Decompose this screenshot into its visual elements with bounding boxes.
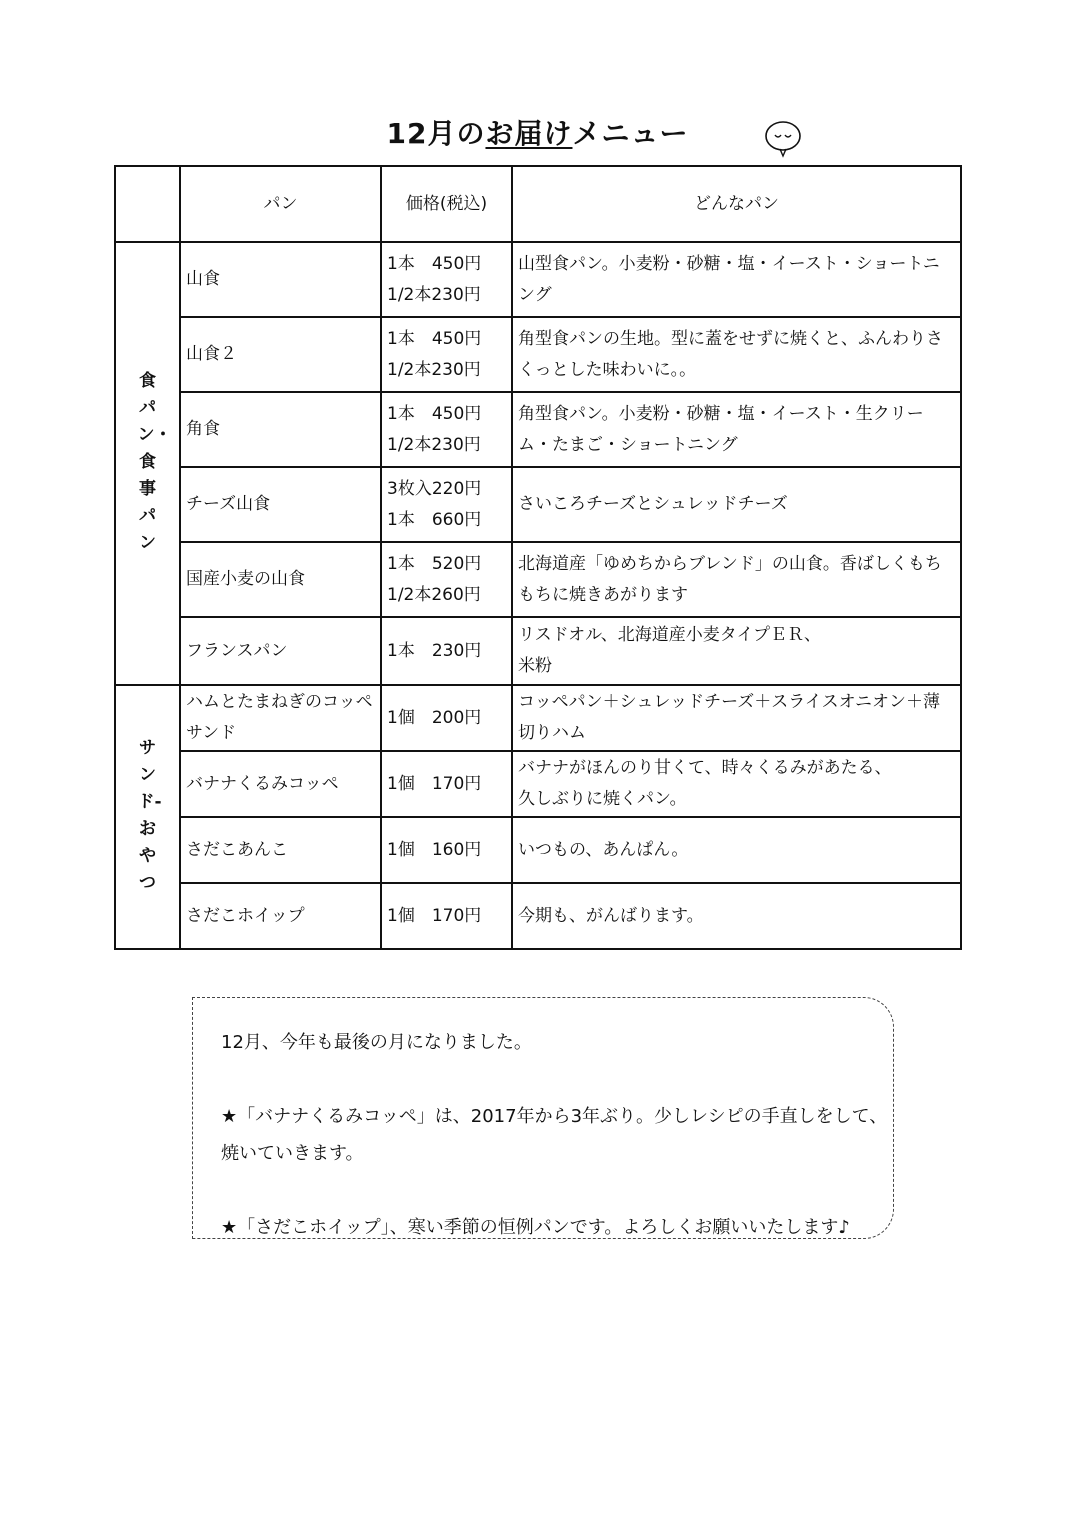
bread-price: 1個 170円 xyxy=(381,751,512,817)
bread-price: 1個 170円 xyxy=(381,883,512,949)
bread-description: 北海道産「ゆめちからブレンド」の山食。香ばしくもちもちに焼きあがります xyxy=(512,542,961,617)
bread-name: さだこホイップ xyxy=(180,883,381,949)
bread-description: 角型食パン。小麦粉・砂糖・塩・イースト・生クリーム・たまご・ショートニング xyxy=(512,392,961,467)
table-row xyxy=(115,617,961,685)
bread-description: 角型食パンの生地。型に蓋をせずに焼くと、ふんわりさくっとした味わいに。。 xyxy=(512,317,961,392)
bread-description: 今期も、がんばります。 xyxy=(512,883,961,949)
bread-price: 1本 230円 xyxy=(381,617,512,685)
bread-price: 1本 450円 1/2本230円 xyxy=(381,317,512,392)
message-box xyxy=(192,997,894,1239)
title-area xyxy=(0,112,1075,152)
title-suffix: メニュー xyxy=(572,117,689,150)
category-cell xyxy=(115,242,180,685)
bread-name: チーズ山食 xyxy=(180,467,381,542)
message-line: 12月、今年も最後の月になりました。 xyxy=(221,1032,532,1053)
page-title xyxy=(387,112,689,152)
category-label: 食パン・食事パン xyxy=(137,371,172,553)
bread-price: 1本 450円 1/2本230円 xyxy=(381,392,512,467)
header-description: どんなパン xyxy=(512,166,961,242)
bread-name: 山食 xyxy=(180,242,381,317)
bread-price: 1個 160円 xyxy=(381,817,512,883)
message-line: ★「さだこホイップ」、寒い季節の恒例パンです。よろしくお願いいたします♪ xyxy=(221,1217,850,1238)
bread-price: 1本 520円 1/2本260円 xyxy=(381,542,512,617)
bread-description: 山型食パン。小麦粉・砂糖・塩・イースト・ショートニング xyxy=(512,242,961,317)
table-header-row xyxy=(115,166,961,242)
category-cell xyxy=(115,685,180,949)
menu-table xyxy=(114,165,962,950)
bread-name: さだこあんこ xyxy=(180,817,381,883)
bread-name: バナナくるみコッペ xyxy=(180,751,381,817)
table-row xyxy=(115,542,961,617)
table-row xyxy=(115,242,961,317)
bread-description: リスドオル、北海道産小麦タイプＥＲ、 米粉 xyxy=(512,617,961,685)
table-row xyxy=(115,883,961,949)
table-row xyxy=(115,685,961,751)
table-row xyxy=(115,467,961,542)
table-row xyxy=(115,392,961,467)
table-row xyxy=(115,317,961,392)
bread-name: ハムとたまねぎのコッペサンド xyxy=(180,685,381,751)
bread-name: 山食２ xyxy=(180,317,381,392)
bread-description: バナナがほんのり甘くて、時々くるみがあたる、 久しぶりに焼くパン。 xyxy=(512,751,961,817)
header-bread: パン xyxy=(180,166,381,242)
table-row xyxy=(115,817,961,883)
bread-name: フランスパン xyxy=(180,617,381,685)
bread-description: コッペパン＋シュレッドチーズ＋スライスオニオン＋薄切りハム xyxy=(512,685,961,751)
bread-name: 角食 xyxy=(180,392,381,467)
bread-name: 国産小麦の山食 xyxy=(180,542,381,617)
bread-price: 1個 200円 xyxy=(381,685,512,751)
category-label: サンド-おやつ xyxy=(137,738,162,893)
title-underlined: お届け xyxy=(485,117,573,150)
message-line: ★「バナナくるみコッペ」は、2017年から3年ぶり。少しレシピの手直しをして、焼いていきます。 xyxy=(221,1106,888,1164)
header-category xyxy=(115,166,180,242)
title-prefix: 12月の xyxy=(386,117,486,150)
header-price: 価格(税込) xyxy=(381,166,512,242)
table-row xyxy=(115,751,961,817)
bread-description: さいころチーズとシュレッドチーズ xyxy=(512,467,961,542)
bread-price: 1本 450円 1/2本230円 xyxy=(381,242,512,317)
bread-price: 3枚入220円 1本 660円 xyxy=(381,467,512,542)
bread-description: いつもの、あんぱん。 xyxy=(512,817,961,883)
smiley-face-icon xyxy=(764,120,802,160)
